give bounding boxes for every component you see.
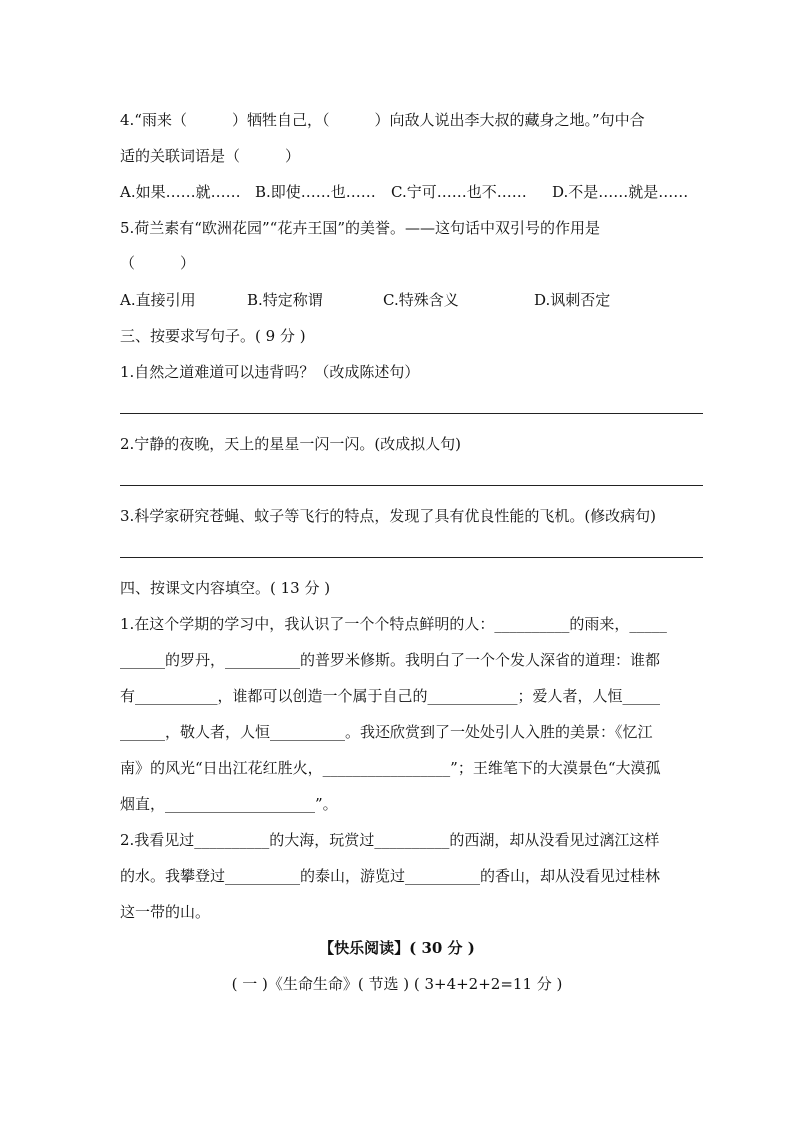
answer-line-1[interactable]	[120, 413, 703, 414]
reading-heading: 【快乐阅读】( 30 分 )	[319, 939, 475, 957]
q5-option-c: C.特殊含义	[383, 291, 459, 309]
section-3-item-1: 1.自然之道难道可以违背吗？（改成陈述句）	[120, 363, 420, 381]
section-3-heading: 三、按要求写句子。( 9 分 )	[120, 327, 306, 345]
q4-option-a: A.如果……就……	[120, 183, 241, 201]
q5-option-a: A.直接引用	[120, 291, 196, 309]
q5-line-2: （ ）	[120, 254, 196, 272]
q5-option-d: D.讽刺否定	[534, 291, 611, 309]
q5-line-1: 5.荷兰素有“欧洲花园”“花卉王国”的美誉。——这句话中双引号的作用是	[120, 219, 600, 237]
fill-line: ______，敬人者，人恒__________。我还欣赏到了一处处引人入胜的美景：《忆江	[120, 723, 653, 741]
fill-line: 有___________，谁都可以创造一个属于自己的____________；爱人者，人恒_____	[120, 687, 661, 705]
fill-line: 这一带的山。	[120, 903, 211, 921]
q5-option-b: B.特定称谓	[247, 291, 323, 309]
fill-line: 2.我看见过__________的大海，玩赏过__________的西湖，却从没看见过漓江这样	[120, 831, 660, 849]
section-3-item-3: 3.科学家研究苍蝇、蚊子等飞行的特点，发现了具有优良性能的飞机。(修改病句)	[120, 507, 657, 525]
answer-line-2[interactable]	[120, 485, 703, 486]
fill-line: 烟直，____________________”。	[120, 795, 338, 813]
q4-option-d: D.不是……就是……	[552, 183, 689, 201]
fill-line: ______的罗丹，__________的普罗米修斯。我明白了一个个发人深省的道理：谁都	[120, 651, 661, 669]
q4-option-c: C.宁可……也不……	[391, 183, 527, 201]
fill-line: 1.在这个学期的学习中，我认识了一个个特点鲜明的人：__________的雨来，_____	[120, 615, 667, 633]
answer-line-3[interactable]	[120, 557, 703, 558]
section-4-heading: 四、按课文内容填空。( 13 分 )	[120, 579, 331, 597]
fill-line: 的水。我攀登过__________的泰山，游览过__________的香山，却从没看见过桂林	[120, 867, 661, 885]
section-3-item-2: 2.宁静的夜晚，天上的星星一闪一闪。(改成拟人句)	[120, 435, 462, 453]
q4-line-2: 适的关联词语是（ ）	[120, 147, 301, 165]
q4-line-1: 4.“雨来（ ）牺牲自己，（ ）向敌人说出李大叔的藏身之地。”句中合	[120, 111, 645, 129]
fill-line: 南》的风光“日出江花红胜火，_________________”；王维笔下的大漠景色“大漠孤	[120, 759, 661, 777]
q4-option-b: B.即使……也……	[255, 183, 376, 201]
reading-subheading: ( 一 )《生命生命》( 节选 ) ( 3+4+2+2=11 分 )	[231, 975, 563, 993]
